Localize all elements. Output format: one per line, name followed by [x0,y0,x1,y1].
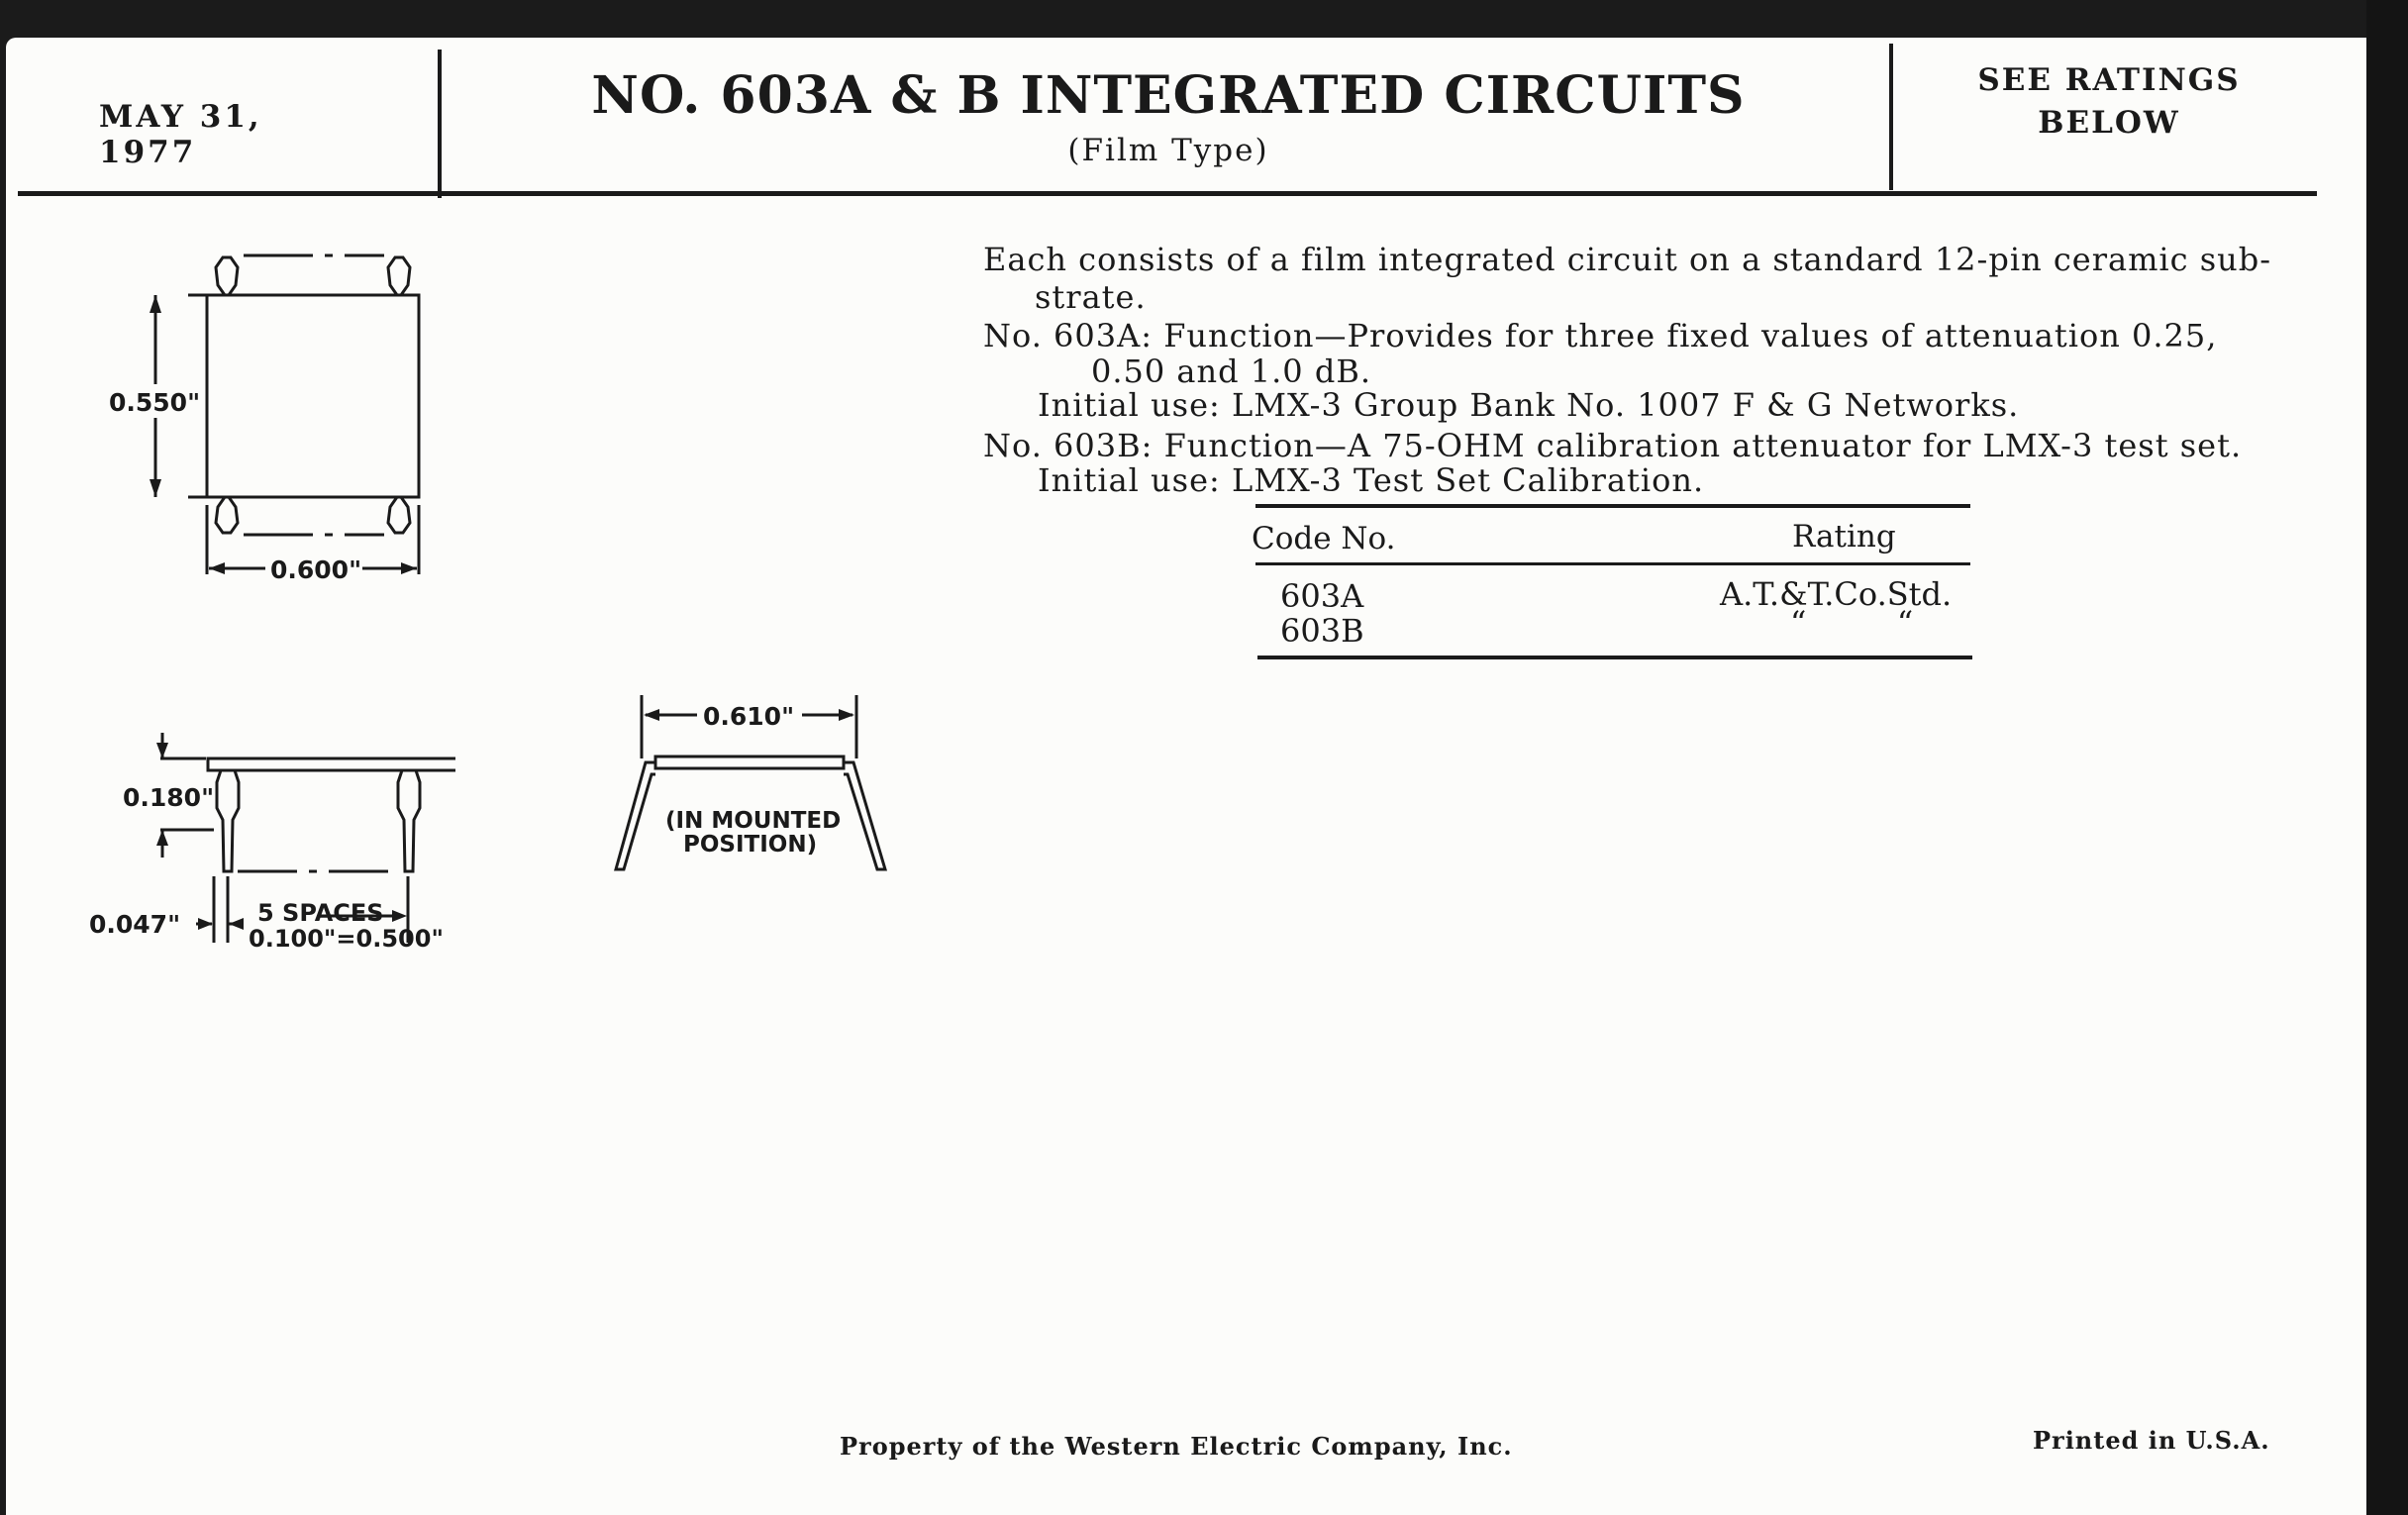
table-row-rating: “ “ [1790,604,1914,642]
desc-603a-function-cont: 0.50 and 1.0 dB. [1091,353,1371,390]
side-view-lead-label: 0.047" [89,910,181,939]
desc-603a-initial-use: Initial use: LMX-3 Group Bank No. 1007 F & G Networks. [1038,386,2020,424]
top-view-height-label: 0.550" [109,388,201,417]
issue-date: MAY 31, 1977 [99,99,262,170]
end-view-note-line2: POSITION) [683,832,818,858]
footer-printed: Printed in U.S.A. [2033,1426,2270,1455]
header-divider-right [1889,44,1893,190]
end-view-width-label: 0.610" [703,702,795,731]
end-view-drawing [594,683,911,891]
table-header-code: Code No. [1252,521,1396,556]
table-row-code: 603A [1280,577,1364,615]
table-row-rating: A.T.&T.Co.Std. [1720,575,1953,613]
side-view-pitch-label: 0.100"=0.500" [249,925,444,953]
ratings-note-line1: SEE RATINGS [1977,62,2241,98]
side-view-spaces-label: 5 SPACES [257,899,384,927]
table-header-rule [1255,562,1970,565]
table-header-rating: Rating [1792,519,1896,555]
table-row-code: 603B [1280,612,1364,650]
table-bottom-rule [1257,656,1972,659]
desc-line-1: Each consists of a film integrated circuit on a standard 12-pin ceramic sub- [983,241,2272,278]
page-subtitle: (Film Type) [1067,133,1269,168]
scan-edge [2366,0,2408,1515]
end-view-note-line1: (IN MOUNTED [665,808,842,834]
footer-property: Property of the Western Electric Company, Inc. [840,1432,1513,1461]
header-divider-left [438,50,442,198]
desc-603a-function: No. 603A: Function—Provides for three fixed values of attenuation 0.25, [983,317,2218,354]
header-rule [18,191,2317,196]
page-title: NO. 603A & B INTEGRATED CIRCUITS [591,65,1746,126]
table-top-rule [1255,504,1970,508]
ratings-note-line2: BELOW [2038,105,2180,141]
side-view-height-label: 0.180" [123,783,215,812]
desc-line-2: strate. [1035,278,1147,316]
side-view-drawing [79,713,455,960]
top-view-drawing [89,238,446,594]
desc-603b-function: No. 603B: Function—A 75-OHM calibration attenuator for LMX-3 test set. [983,427,2243,464]
desc-603b-initial-use: Initial use: LMX-3 Test Set Calibration. [1038,461,1705,499]
ratings-note [1896,59,2322,145]
top-view-width-label: 0.600" [270,556,362,584]
